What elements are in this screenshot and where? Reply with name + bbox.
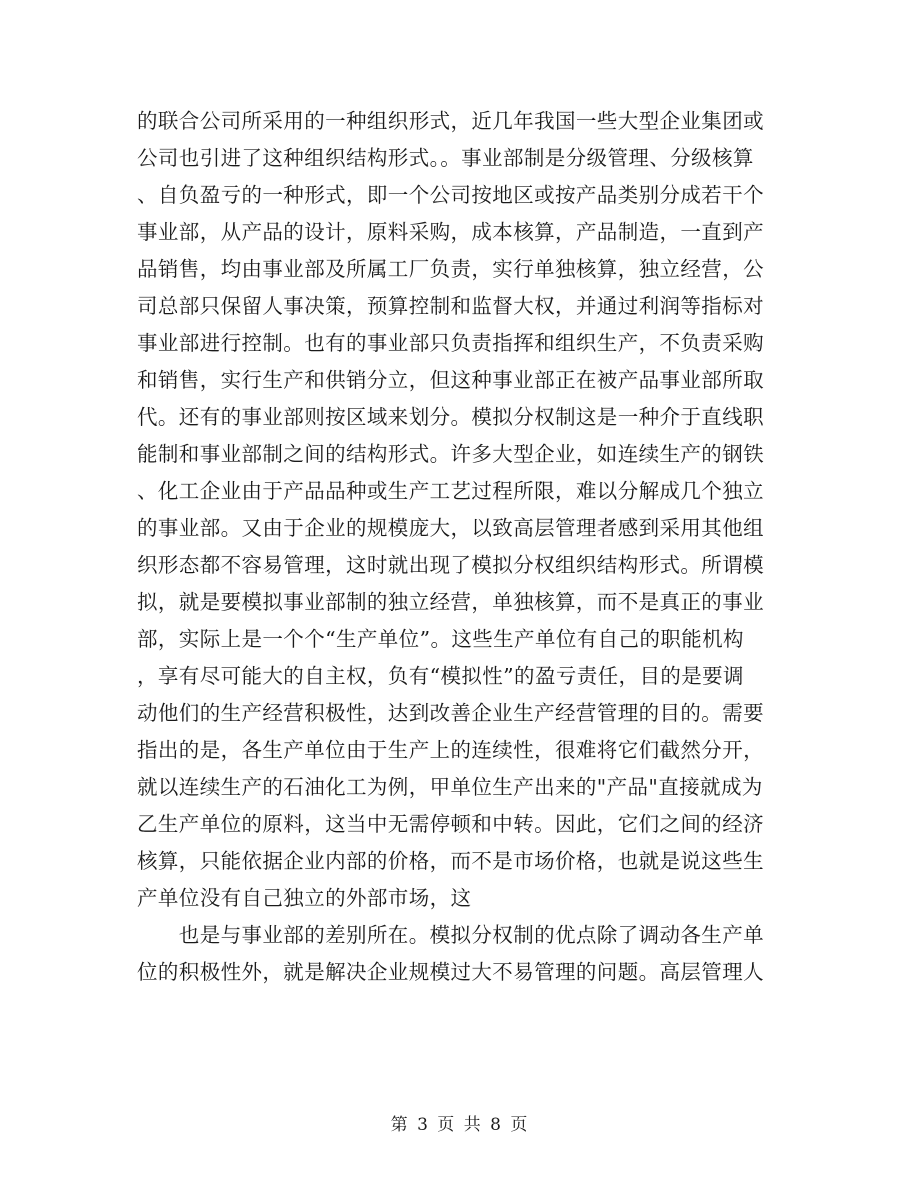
text-line: 织形态都不容易管理，这时就出现了模拟分权组织结构形式。所谓模	[137, 553, 764, 577]
text-line: 动他们的生产经营积极性，达到改善企业生产经营管理的目的。需要	[137, 701, 764, 725]
text-line: 代。还有的事业部则按区域来划分。模拟分权制这是一种介于直线职	[137, 405, 764, 429]
page-number-footer: 第 3 页 共 8 页	[390, 1115, 530, 1135]
text-line: 、化工企业由于产品品种或生产工艺过程所限，难以分解成几个独立	[137, 479, 764, 503]
text-line: 能制和事业部制之间的结构形式。许多大型企业，如连续生产的钢铁	[137, 442, 764, 466]
text-line: 指出的是，各生产单位由于生产上的连续性，很难将它们截然分开，	[137, 738, 764, 762]
text-line: 就以连续生产的石油化工为例，甲单位生产出来的"产品"直接就成为	[137, 775, 763, 799]
text-line: 乙生产单位的原料，这当中无需停顿和中转。因此，它们之间的经济	[137, 812, 764, 836]
text-line: 事业部，从产品的设计，原料采购，成本核算，产品制造，一直到产	[137, 220, 764, 244]
text-line: 产单位没有自己独立的外部市场，这	[137, 886, 472, 910]
text-line: 位的积极性外，就是解决企业规模过大不易管理的问题。高层管理人	[137, 960, 764, 984]
text-line: 事业部进行控制。也有的事业部只负责指挥和组织生产，不负责采购	[137, 331, 764, 355]
text-line: 核算，只能依据企业内部的价格，而不是市场价格，也就是说这些生	[137, 849, 764, 873]
text-line: 、自负盈亏的一种形式，即一个公司按地区或按产品类别分成若干个	[137, 183, 764, 207]
text-line: ，享有尽可能大的自主权，负有“模拟性”的盈亏责任，目的是要调	[137, 664, 744, 688]
text-line: 的联合公司所采用的一种组织形式，近几年我国一些大型企业集团或	[137, 109, 764, 133]
text-line: 和销售，实行生产和供销分立，但这种事业部正在被产品事业部所取	[137, 368, 764, 392]
text-line: 拟，就是要模拟事业部制的独立经营，单独核算，而不是真正的事业	[137, 590, 764, 614]
text-line: 部，实际上是一个个“生产单位”。这些生产单位有自己的职能机构	[137, 627, 744, 651]
text-line: 品销售，均由事业部及所属工厂负责，实行单独核算，独立经营，公	[137, 257, 764, 281]
text-line: 司总部只保留人事决策，预算控制和监督大权，并通过利润等指标对	[137, 294, 764, 318]
text-line: 也是与事业部的差别所在。模拟分权制的优点除了调动各生产单	[137, 923, 764, 947]
text-line: 公司也引进了这种组织结构形式。。事业部制是分级管理、分级核算	[137, 146, 754, 170]
body-text	[137, 103, 787, 991]
text-line: 的事业部。又由于企业的规模庞大，以致高层管理者感到采用其他组	[137, 516, 764, 540]
